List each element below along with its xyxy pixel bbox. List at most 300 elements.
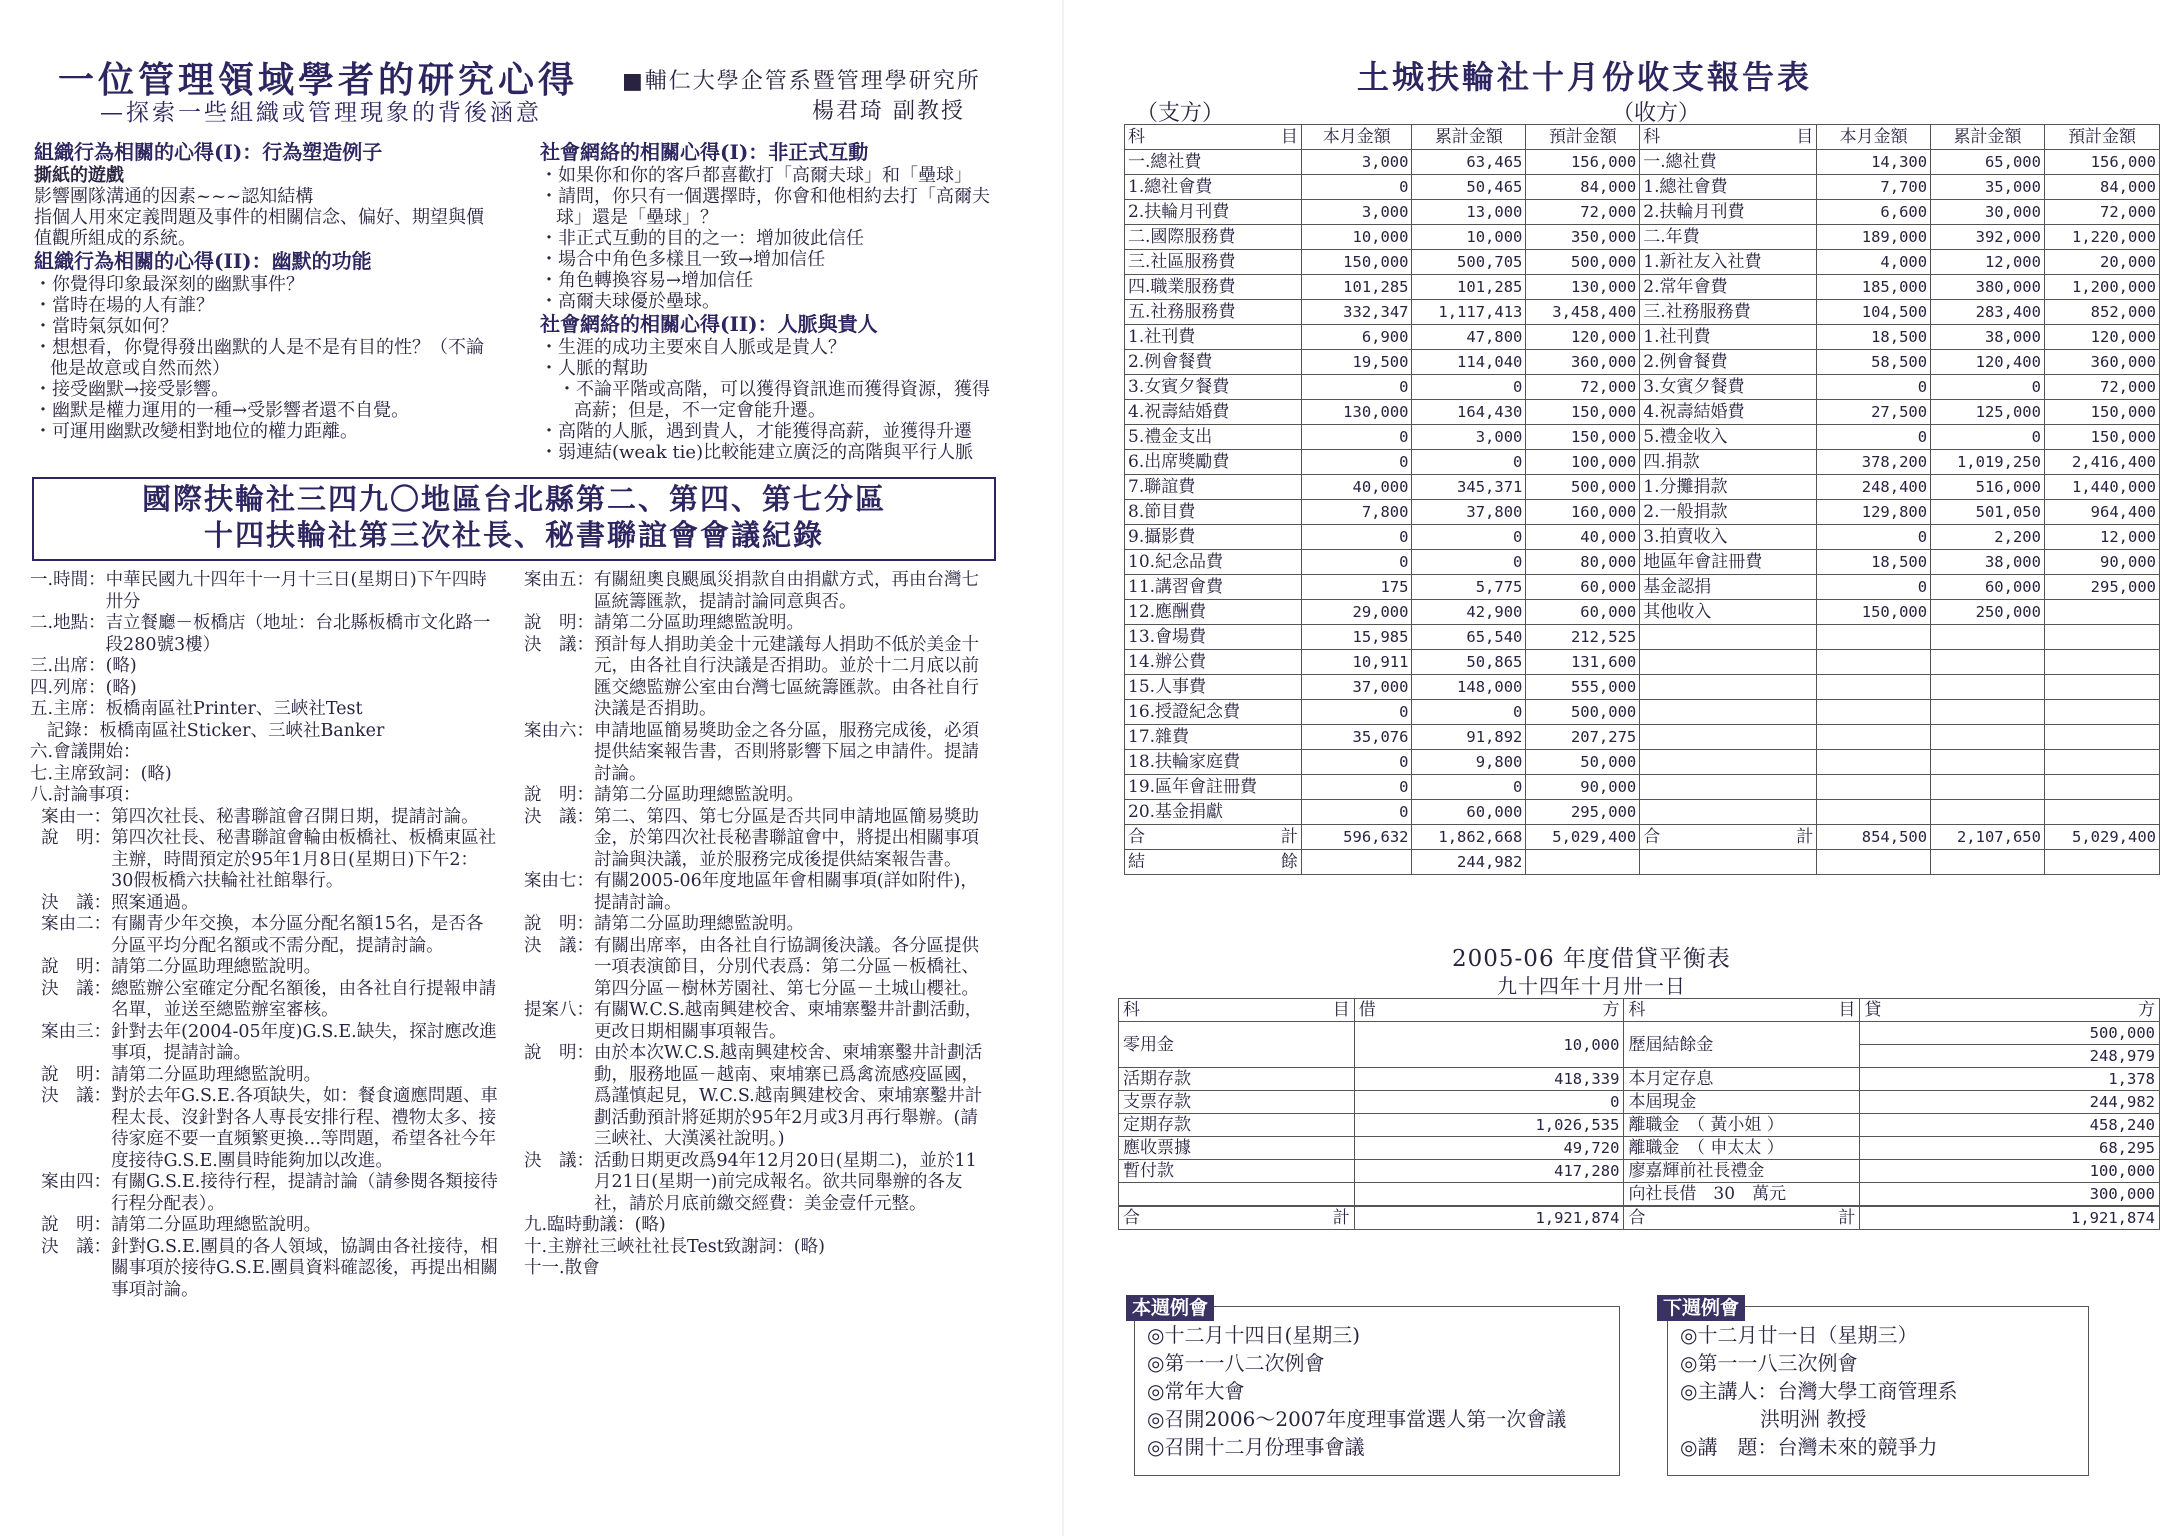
minutes-item-value: (略) [105,656,137,676]
minutes-item-value: 有關紐奧良颶風災捐款自由捐獻方式，再由台灣七區統籌匯款，提請討論同意與否。 [594,570,979,612]
minutes-item-value: 針對去年(2004-05年度)G.S.E.缺失，探討應改進事項，提請討論。 [111,1021,497,1063]
debit-subject: 活期存款 [1119,1068,1355,1091]
minutes-item-value: (略) [105,677,137,698]
minutes-item-key: 四.列席： [30,677,106,698]
row-amount: 40,000 [1526,525,1640,550]
row-subject: 1.分攤捐款 [1640,475,1817,500]
row-subject: 20.基金捐獻 [1125,800,1302,825]
article-line: 組織行為相關的心得(I)：行為塑造例子 [34,140,383,164]
article-line: ・接受幽默→接受影響。 [34,379,230,400]
table-row [1125,625,2160,650]
row-amount: 0 [1412,450,1526,475]
row-amount: 60,000 [1526,575,1640,600]
row-amount: 60,000 [1526,600,1640,625]
minutes-item-value: 板橋南區社Printer、三峽社Test [105,699,363,719]
article-subtitle: —探索一些組織或管理現象的背後涵意 [100,100,542,126]
minutes-item-value: 板橋南區社Sticker、三峽社Banker [99,720,385,741]
row-amount: 131,600 [1526,650,1640,675]
minutes-item-value: 請第二分區助理總監說明。 [111,1215,322,1235]
minutes-item [524,871,994,914]
expense-cum-header: 累計金額 [1412,125,1526,150]
row-subject: 2.常年會費 [1640,275,1817,300]
row-subject: 18.扶輪家庭費 [1125,750,1302,775]
row-amount: 360,000 [1526,350,1640,375]
minutes-item-key: 六.會議開始： [30,742,141,762]
debit-subject: 定期存款 [1119,1114,1355,1137]
article-line: ・可運用幽默改變相對地位的權力距離。 [34,421,358,442]
row-amount: 156,000 [1526,150,1640,175]
minutes-item [30,656,500,678]
row-amount: 360,000 [2044,350,2159,375]
row-amount: 501,050 [1931,500,2045,525]
row-amount: 38,000 [1931,325,2045,350]
minutes-item-key: 決 議： [524,1150,594,1171]
debit-amount: 49,720 [1354,1137,1624,1160]
row-amount: 42,900 [1412,600,1526,625]
minutes-item [524,1237,994,1259]
row-amount: 58,500 [1817,350,1931,375]
balance-row [1119,1160,2160,1183]
row-amount [1931,725,2045,750]
table-row [1125,550,2160,575]
credit-subject: 離職金 （ 黃小姐 ） [1624,1114,1860,1137]
row-amount: 207,275 [1526,725,1640,750]
minutes-item-value: (略) [140,763,172,784]
minutes-item-value: 預計每人捐助美金十元建議每人捐助不低於美金十元，由各社自行決議是否捐助。並於十二月底以前匯交總監辦公室由台灣七區統籌匯款。由各社自行決議是否捐助。 [594,634,979,719]
credit-amount: 300,000 [1860,1183,2160,1206]
row-amount: 120,000 [2044,325,2159,350]
row-amount: 27,500 [1817,400,1931,425]
row-amount: 332,347 [1301,300,1412,325]
row-amount [2044,725,2159,750]
row-amount: 90,000 [2044,550,2159,575]
row-subject: 16.授證紀念費 [1125,700,1302,725]
minutes-title-line1: 國際扶輪社三四九〇地區台北縣第二、第四、第七分區 [141,482,886,516]
total-row: 合 計 596,632 1,862,668 5,029,400 合 計 854,500 2,107,650 5,029,400 [1125,825,2160,850]
debit-subject: 支票存款 [1119,1091,1355,1114]
credit-subject: 離職金 （ 申太太 ） [1624,1137,1860,1160]
row-amount: 500,000 [1526,250,1640,275]
row-subject: 10.紀念品費 [1125,550,1302,575]
row-amount [1817,650,1931,675]
meeting-item: ◎十二月十四日(星期三) [1147,1323,1361,1347]
row-subject [1640,750,1817,775]
row-amount [1931,700,2045,725]
row-subject: 二.年費 [1640,225,1817,250]
row-subject: 三.社區服務費 [1125,250,1302,275]
minutes-item-key: 案由四： [30,1172,112,1192]
debit-subject: 應收票據 [1119,1137,1355,1160]
debit-amount: 417,280 [1354,1160,1624,1183]
row-amount: 1,117,413 [1412,300,1526,325]
credit-subject: 本屆現金 [1624,1091,1860,1114]
row-amount: 19,500 [1301,350,1412,375]
article-line: ・場合中角色多樣且一致→增加信任 [540,249,826,270]
row-amount: 160,000 [1526,500,1640,525]
row-amount [2044,800,2159,825]
minutes-item-key: 記錄： [30,720,100,741]
minutes-item-key: 決 議： [30,892,112,913]
row-subject: 9.攝影費 [1125,525,1302,550]
row-amount: 516,000 [1931,475,2045,500]
table-row [1125,200,2160,225]
row-amount: 248,400 [1817,475,1931,500]
credit-amount: 100,000 [1860,1160,2160,1183]
row-amount: 101,285 [1301,275,1412,300]
row-subject: 4.祝壽結婚費 [1640,400,1817,425]
row-amount: 185,000 [1817,275,1931,300]
row-amount: 500,000 [1526,700,1640,725]
minutes-item-value: 請第二分區助理總監說明。 [594,914,804,934]
meeting-item: ◎講 題：台灣未來的競爭力 [1680,1435,1938,1459]
table-row [1125,375,2160,400]
row-amount [2044,650,2159,675]
row-amount: 90,000 [1526,775,1640,800]
row-amount: 0 [1301,175,1412,200]
balance-row [1119,1183,2160,1206]
row-amount: 84,000 [2044,175,2159,200]
row-amount: 380,000 [1931,275,2045,300]
row-amount: 0 [1301,525,1412,550]
row-amount: 0 [1301,775,1412,800]
article-line: ・當時氣氛如何？ [34,316,178,337]
minutes-item-key: 說 明： [524,914,594,934]
meeting-item: ◎第一一八二次例會 [1147,1351,1325,1375]
row-amount: 35,000 [1931,175,2045,200]
row-amount [1817,675,1931,700]
row-amount: 500,000 [1526,475,1640,500]
row-amount: 0 [1301,800,1412,825]
row-amount: 392,000 [1931,225,2045,250]
table-row [1125,725,2160,750]
row-subject: 3.女賓夕餐費 [1125,375,1302,400]
expense-month-header: 本月金額 [1301,125,1412,150]
this-week-label: 本週例會 [1126,1295,1214,1321]
row-amount: 130,000 [1301,400,1412,425]
minutes-item-key: 十.主辦社三峽社社長Test致謝詞： [524,1236,794,1257]
row-amount: 150,000 [2044,400,2159,425]
row-amount: 345,371 [1412,475,1526,500]
minutes-item-key: 說 明： [524,613,594,633]
row-amount [1931,675,2045,700]
minutes-item [524,1215,994,1237]
row-amount: 72,000 [2044,375,2159,400]
row-amount: 0 [1301,450,1412,475]
row-amount: 130,000 [1526,275,1640,300]
article-line: ・人脈的幫助 [540,358,648,379]
row-amount [2044,600,2159,625]
row-amount: 150,000 [1526,425,1640,450]
minutes-item-value: 請第二分區助理總監說明。 [111,1064,322,1085]
row-amount: 852,000 [2044,300,2159,325]
table-row [1125,750,2160,775]
row-amount [1931,775,2045,800]
row-amount: 0 [1301,550,1412,575]
expense-label: （支方） [1136,101,1225,126]
credit-subject: 廖嘉輝前社長禮金 [1624,1160,1860,1183]
row-subject: 五.社務服務費 [1125,300,1302,325]
minutes-item-key: 決 議： [524,806,594,827]
row-subject: 地區年會註冊費 [1640,550,1817,575]
article-line: ・當時在場的人有誰？ [34,295,214,316]
row-amount: 0 [1412,700,1526,725]
row-amount: 150,000 [1301,250,1412,275]
minutes-item-key: 決 議： [524,935,594,956]
minutes-item-key: 說 明： [524,1043,594,1063]
minutes-item-key: 一.時間： [30,570,106,590]
row-amount [1931,800,2045,825]
minutes-item [524,1151,994,1216]
row-subject [1640,650,1817,675]
row-amount: 6,900 [1301,325,1412,350]
minutes-item [524,914,994,936]
minutes-item [30,807,500,829]
row-amount [1931,650,2045,675]
row-subject [1640,700,1817,725]
row-subject [1640,800,1817,825]
row-amount: 91,892 [1412,725,1526,750]
row-amount: 0 [1412,775,1526,800]
row-amount: 7,800 [1301,500,1412,525]
balance-sheet-title: 2005-06 年度借貸平衡表 [1452,946,1731,972]
credit-subject: 本月定存息 [1624,1068,1860,1091]
row-amount: 0 [1301,750,1412,775]
row-amount: 378,200 [1817,450,1931,475]
row-subject [1640,775,1817,800]
row-amount: 0 [1817,375,1931,400]
minutes-item [524,936,994,1001]
article-line: 組織行為相關的心得(II)：幽默的功能 [34,249,372,273]
article-line: ・高爾夫球優於壘球。 [540,291,720,312]
row-amount: 72,000 [1526,375,1640,400]
credit-subject: 向社長借 30 萬元 [1624,1183,1860,1206]
row-amount: 0 [1412,550,1526,575]
row-amount [1817,750,1931,775]
row-subject: 11.講習會費 [1125,575,1302,600]
row-amount: 150,000 [1817,600,1931,625]
table-row [1125,475,2160,500]
row-amount [1931,750,2045,775]
minutes-item [30,828,500,893]
table-row [1125,300,2160,325]
row-amount: 1,220,000 [2044,225,2159,250]
minutes-item-value [141,785,500,807]
row-amount: 15,985 [1301,625,1412,650]
minutes-item-key: 九.臨時動議： [524,1215,635,1235]
meeting-item: ◎第一一八三次例會 [1680,1351,1858,1375]
row-amount: 0 [1817,575,1931,600]
row-subject [1640,625,1817,650]
row-amount: 65,000 [1931,150,2045,175]
meeting-item: 洪明洲 教授 [1680,1407,1867,1431]
row-amount: 3,000 [1301,150,1412,175]
minutes-item-key: 決 議： [524,634,594,655]
credit-amount: 244,982 [1860,1091,2160,1114]
balance-sheet-table: 科 目 借 方 科 目 貸 方 零用金 10,000 歷屆結餘金 500,000 248,979 活期存款 418,339 本月定存息 1,378 支票存款 0 本屆現金 244,982 定期存款 1,026,535 離職金 （ 黃小姐 ） 458,240 應收票據 49,720 離職金 （ 申太太 ） 68,295 暫付款 417,280 廖嘉輝前社長禮金 100,000 向社長借 30 萬元 300,000 合 計 1,921,874 合 計 1,921,874 [1118,998,2160,1230]
table-row [1125,275,2160,300]
row-amount: 125,000 [1931,400,2045,425]
minutes-item [30,613,500,656]
row-amount: 500,705 [1412,250,1526,275]
meeting-item: ◎召開十二月份理事會議 [1147,1435,1365,1459]
row-amount: 18,500 [1817,550,1931,575]
balance-row [1119,1137,2160,1160]
row-subject [1640,675,1817,700]
meeting-item: ◎常年大會 [1147,1379,1245,1403]
row-subject: 四.職業服務費 [1125,275,1302,300]
balance-row [1119,1022,2160,1068]
row-amount: 1,200,000 [2044,275,2159,300]
minutes-item-key: 案由三： [30,1021,112,1042]
debit-amount [1354,1183,1624,1206]
row-subject: 17.雜費 [1125,725,1302,750]
minutes-item-value: 總監辦公室確定分配名額後，由各社自行提報申請名單，並送至總監辦室審核。 [111,978,497,1020]
article-line: ・生涯的成功主要來自人脈或是貴人？ [540,337,846,358]
minutes-item-key: 案由七： [524,871,594,891]
minutes-item-key: 決 議： [30,978,112,999]
row-amount: 60,000 [1931,575,2045,600]
row-amount: 60,000 [1412,800,1526,825]
minutes-item-key: 案由一： [30,806,112,827]
debit-amount: 0 [1354,1091,1624,1114]
row-amount: 250,000 [1931,600,2045,625]
article-line: 指個人用來定義問題及事件的相關信念、偏好、期望與價值觀所組成的系統。 [34,207,484,249]
table-row [1125,400,2160,425]
row-amount: 3,000 [1301,200,1412,225]
minutes-item [30,1065,500,1087]
table-row [1125,350,2160,375]
article-line: ・角色轉換容易→增加信任 [540,270,754,291]
row-amount: 37,800 [1412,500,1526,525]
minutes-item-value: 請第二分區助理總監說明。 [594,613,804,633]
row-amount: 65,540 [1412,625,1526,650]
credit-amount: 68,295 [1860,1137,2160,1160]
minutes-item-value: 中華民國九十四年十一月十三日(星期日)下午四時卅分 [105,570,487,612]
row-amount [1817,725,1931,750]
debit-amount: 10,000 [1354,1022,1624,1068]
row-subject: 四.捐款 [1640,450,1817,475]
article-line: ・幽默是權力運用的一種→受影響者還不自覺。 [34,400,410,421]
row-amount: 104,500 [1817,300,1931,325]
row-amount: 50,865 [1412,650,1526,675]
minutes-item [524,1258,994,1280]
minutes-item-value: 第二、第四、第七分區是否共同申請地區簡易獎助金，於第四次社長秘書聯誼會中，將提出相關事項討論與決議，並於服務完成後提供結案報告書。 [594,806,979,870]
row-subject: 二.國際服務費 [1125,225,1302,250]
minutes-item-value [141,742,500,764]
row-amount: 212,525 [1526,625,1640,650]
article-line: ・高階的人脈，遇到貴人，才能獲得高薪，並獲得升遷 [540,421,972,442]
minutes-item-value: 請第二分區助理總監說明。 [111,957,322,977]
minutes-item [524,570,994,613]
minutes-item-value: 請第二分區助理總監說明。 [594,785,804,805]
table-row [1125,600,2160,625]
row-amount: 84,000 [1526,175,1640,200]
minutes-item-key: 三.出席： [30,656,106,676]
row-amount: 10,000 [1301,225,1412,250]
row-amount: 129,800 [1817,500,1931,525]
row-subject: 基金認捐 [1640,575,1817,600]
minutes-item [30,570,500,613]
row-amount: 12,000 [1931,250,2045,275]
minutes-item [30,699,500,721]
row-amount: 40,000 [1301,475,1412,500]
article-line: 社會網絡的相關心得(I)：非正式互動 [540,140,869,164]
row-subject: 7.聯誼費 [1125,475,1302,500]
minutes-item [524,785,994,807]
row-subject: 8.節目費 [1125,500,1302,525]
minutes-item-key: 決 議： [30,1236,112,1257]
next-week-meeting-box [1667,1306,2089,1476]
row-amount: 164,430 [1412,400,1526,425]
article-affiliation: ■輔仁大學企管系暨管理學研究所 [622,69,981,94]
next-week-label: 下週例會 [1657,1295,1745,1321]
row-amount: 18,500 [1817,325,1931,350]
minutes-item [524,635,994,721]
minutes-item [524,807,994,872]
minutes-item [30,914,500,957]
row-amount: 148,000 [1412,675,1526,700]
table-row [1125,775,2160,800]
row-amount: 100,000 [1526,450,1640,475]
row-amount: 2,200 [1931,525,2045,550]
row-amount [1817,625,1931,650]
debit-subject: 暫付款 [1119,1160,1355,1183]
row-amount: 50,000 [1526,750,1640,775]
minutes-item-value: 有關出席率，由各社自行協調後決議。各分區提供一項表演節目，分別代表爲：第二分區－板橋社、第四分區－樹林芳園社、第七分區－土城山櫻社。 [594,935,979,999]
meeting-item: ◎十二月廿一日（星期三） [1680,1323,1918,1347]
minutes-left-column [30,570,500,1301]
minutes-item-value: 有關G.S.E.接待行程，提請討論（請參閱各類接待行程分配表）。 [111,1172,498,1214]
row-subject [1640,725,1817,750]
row-amount: 38,000 [1931,550,2045,575]
row-amount: 4,000 [1817,250,1931,275]
row-subject: 1.總社會費 [1640,175,1817,200]
row-amount: 5,775 [1412,575,1526,600]
minutes-item [30,764,500,786]
minutes-item [30,721,500,743]
row-amount: 964,400 [2044,500,2159,525]
row-amount: 0 [1931,425,2045,450]
credit-subject: 歷屆結餘金 [1624,1022,1860,1068]
credit-amount [1860,1022,2160,1068]
this-week-meeting-box [1134,1306,1620,1476]
balance-sheet-date: 九十四年十月卅一日 [1497,974,1686,998]
article-line: ・你覺得印象最深刻的幽默事件？ [34,274,304,295]
row-amount [1817,700,1931,725]
row-amount: 0 [1412,375,1526,400]
row-subject: 1.社刊費 [1125,325,1302,350]
row-amount: 0 [1931,375,2045,400]
row-subject: 5.禮金收入 [1640,425,1817,450]
article-line: ・非正式互動的目的之一：增加彼此信任 [540,228,864,249]
row-amount: 0 [1301,425,1412,450]
minutes-item-value [600,1258,994,1280]
row-subject: 1.社刊費 [1640,325,1817,350]
minutes-item [30,678,500,700]
debit-subject [1119,1183,1355,1206]
row-amount [2044,700,2159,725]
row-amount [2044,775,2159,800]
report-title: 土城扶輪社十月份收支報告表 [1357,58,1813,96]
row-amount: 1,019,250 [1931,450,2045,475]
minutes-item [30,1237,500,1302]
row-subject: 19.區年會註冊費 [1125,775,1302,800]
table-row [1125,525,2160,550]
balance-row [1119,1068,2160,1091]
row-subject: 1.新社友入社費 [1640,250,1817,275]
article-title: 一位管理領域學者的研究心得 [58,59,579,101]
minutes-item-value: 第四次社長、秘書聯誼會輪由板橋社、板橋東區社主辦，時間預定於95年1月8日(星期日)下午2：30假板橋六扶輪社社館舉行。 [111,828,497,891]
